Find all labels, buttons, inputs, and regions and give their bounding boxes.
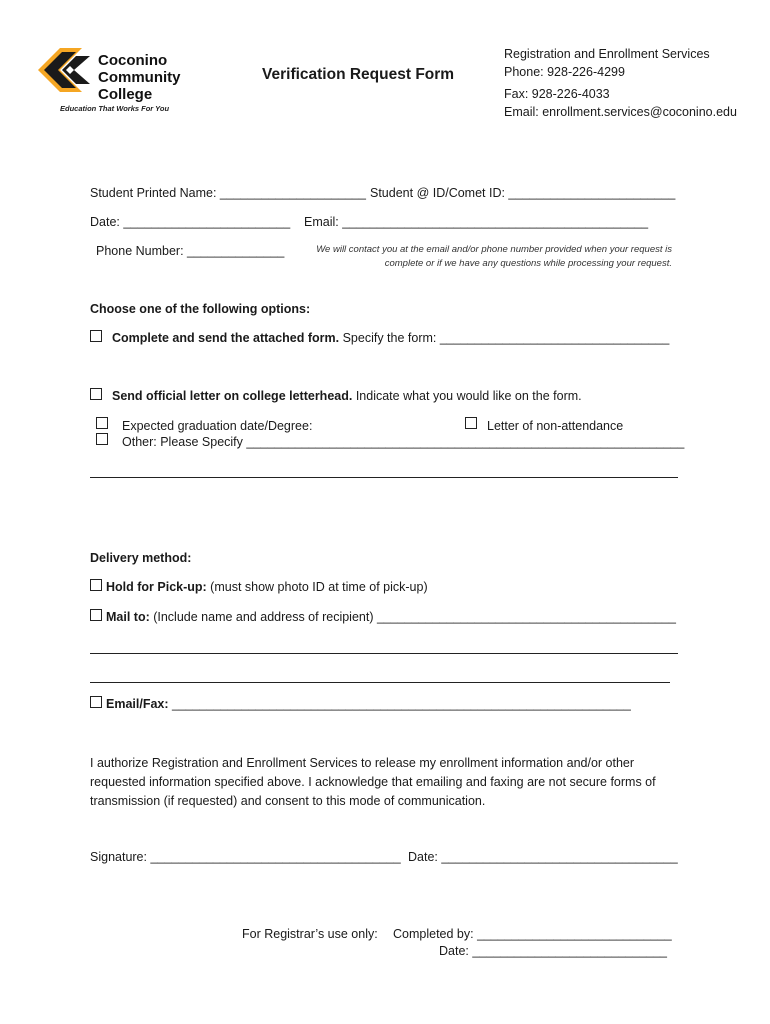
- pickup-label: Hold for Pick-up:: [106, 580, 207, 594]
- contact-note: We will contact you at the email and/or phone number provided when your request is complete or if we have any questions while processing your request.: [316, 244, 672, 269]
- options-heading: Choose one of the following options:: [90, 302, 311, 316]
- complete-form-option: [112, 331, 669, 345]
- student-name-field[interactable]: Student Printed Name: _____________________: [90, 186, 366, 200]
- page-title: Verification Request Form: [262, 66, 455, 83]
- date-field[interactable]: Date: ________________________: [90, 215, 291, 229]
- registrar-date-field[interactable]: Date: ____________________________: [439, 944, 668, 958]
- signature-date-field[interactable]: Date: __________________________________: [408, 850, 678, 864]
- mail-label: Mail to:: [106, 610, 150, 624]
- non-attendance-checkbox[interactable]: [465, 417, 477, 429]
- college-name: Coconino Community College: [98, 52, 181, 103]
- letter-option: [112, 389, 582, 403]
- emailfax-field[interactable]: __________________________________________________________________: [168, 697, 631, 711]
- expected-grad-checkbox[interactable]: [96, 417, 108, 429]
- complete-form-specify[interactable]: Specify the form: _________________________________: [339, 331, 670, 345]
- mail-address-line-2[interactable]: [90, 682, 670, 683]
- phone-field[interactable]: Phone Number: ______________: [96, 244, 285, 258]
- other-specify-field[interactable]: Other: Please Specify _______________________________________________________________: [122, 435, 685, 449]
- contact-department: Registration and Enrollment Services: [504, 47, 710, 61]
- registrar-use-label: For Registrar’s use only:: [242, 927, 378, 941]
- mail-checkbox[interactable]: [90, 609, 102, 621]
- contact-phone: Phone: 928-226-4299: [504, 65, 625, 79]
- letter-checkbox[interactable]: [90, 388, 102, 400]
- letter-label: Send official letter on college letterhead.: [112, 389, 353, 403]
- mail-recipient-field[interactable]: (Include name and address of recipient) ___________________________________________: [149, 610, 676, 624]
- pickup-option: [106, 580, 428, 594]
- letter-instructions: Indicate what you would like on the form.: [352, 389, 582, 403]
- college-logo-icon: [36, 46, 94, 94]
- emailfax-option: [106, 697, 631, 711]
- student-id-field[interactable]: Student @ ID/Comet ID: ________________________: [370, 186, 676, 200]
- delivery-heading: Delivery method:: [90, 551, 192, 565]
- non-attendance-label: Letter of non-attendance: [487, 419, 624, 433]
- contact-email: Email: enrollment.services@coconino.edu: [504, 105, 737, 119]
- expected-grad-label: Expected graduation date/Degree:: [122, 419, 313, 433]
- other-checkbox[interactable]: [96, 433, 108, 445]
- complete-form-label: Complete and send the attached form.: [112, 331, 340, 345]
- signature-field[interactable]: Signature: ____________________________________: [90, 850, 401, 864]
- contact-fax: Fax: 928-226-4033: [504, 87, 610, 101]
- complete-form-checkbox[interactable]: [90, 330, 102, 342]
- pickup-note: (must show photo ID at time of pick-up): [206, 580, 428, 594]
- college-tagline: Education That Works For You: [60, 104, 170, 113]
- other-extra-line[interactable]: [90, 477, 678, 478]
- email-field[interactable]: Email: ____________________________________________: [304, 215, 649, 229]
- mail-option: [106, 610, 676, 624]
- emailfax-label: Email/Fax:: [106, 697, 169, 711]
- authorization-statement: I authorize Registration and Enrollment Services to release my enrollment information and/or other requested information specified above. I acknowledge that emailing and faxing are not secure forms of transmission (if requested) and consent to this mode of communication.: [90, 756, 656, 808]
- mail-address-line-1[interactable]: [90, 653, 678, 654]
- pickup-checkbox[interactable]: [90, 579, 102, 591]
- emailfax-checkbox[interactable]: [90, 696, 102, 708]
- registrar-completed-by-field[interactable]: Completed by: ____________________________: [393, 927, 672, 941]
